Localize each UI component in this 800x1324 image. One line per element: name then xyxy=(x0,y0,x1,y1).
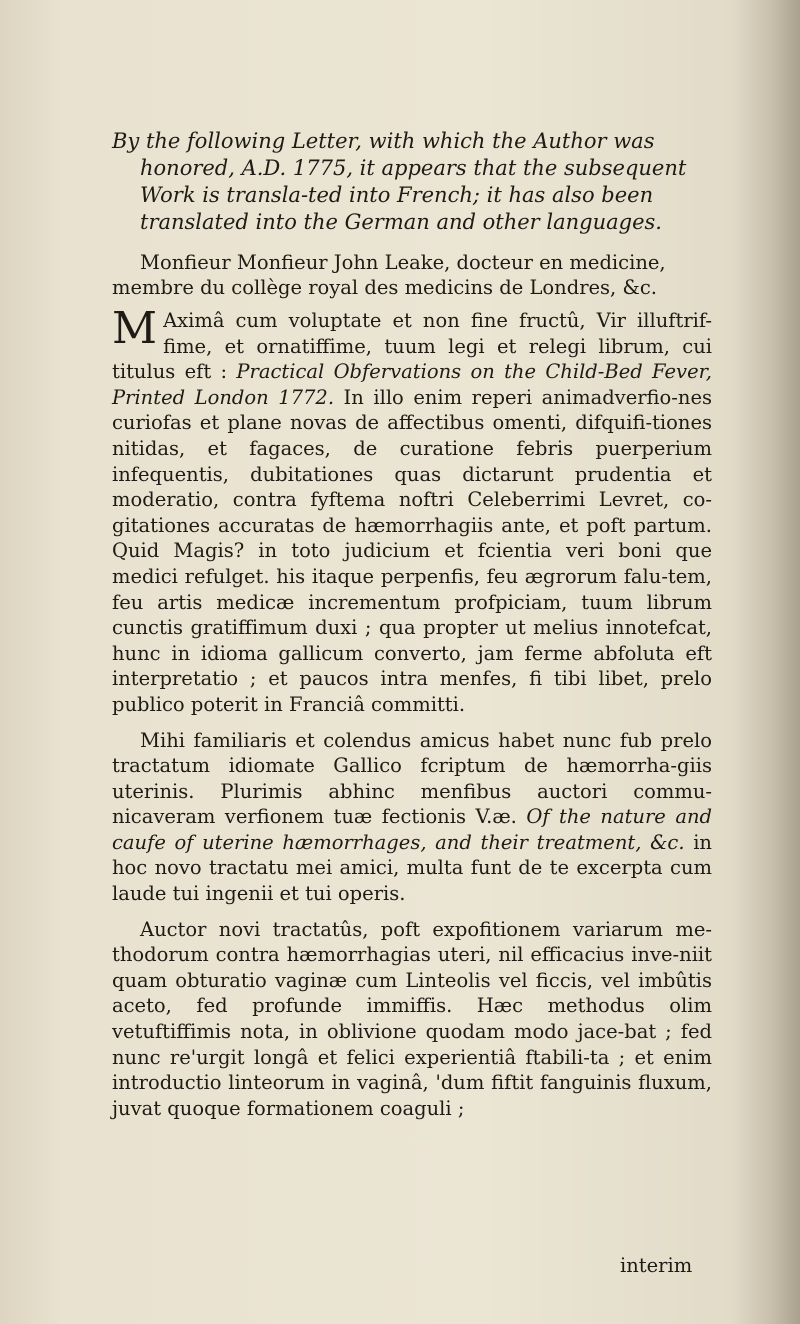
section-title: Of the nature and caufe of uterine hæmorrhages, and their treatment, &c. xyxy=(112,805,712,854)
letter-paragraph-3: Auctor novi tractatûs, poft expofitionem variarum me-thodorum contra hæmorrhagias uteri, nil efficacius inve-niit quam obturatio vaginæ cum Linteolis vel ficcis, vel imbûtis aceto, fed profunde immiffis. Hæc methodus olim vetuftiffimis nota, in oblivione quodam modo jace-bat ; fed nunc re'urgit longâ et felici experientiâ ftabili-ta ; et enim introductio linteorum in vaginâ, 'dum fiftit fanguinis fluxum, juvat quoque formationem coaguli ; xyxy=(112,917,712,1120)
paragraph-1-text-b: In illo enim reperi animadverfio-nes curiofas et plane novas de affectibus omenti, difquifi-tiones nitidas, et fagaces, de curatione febris puerperium infequentis, dubitationes quas dictarunt prudentia et moderatio, contra fyftema noftri Celeberrimi Levret, co-gitationes accuratas de hæmorrhagiis ante, et poft partum. Quid Magis? in toto judicium et fcientia veri boni que medici refulget. his itaque perpenfis, feu ægrorum falu-tem, feu artis medicæ incrementum profpiciam, tuum librum cunctis gratiffimum duxi ; qua propter ut melius innotefcat, hunc in idioma gallicum converto, jam ferme abfoluta eft interpretatio ; et paucos intra menfes, fi tibi libet, prelo publico poterit in Franciâ committi. xyxy=(112,385,712,716)
intro-note: By the following Letter, with which the Author was honored, A.D. 1775, it appears that the subsequent Work is transla-ted into French; it has also been translated into the German and other languages. xyxy=(112,129,687,234)
letter-paragraph-2 xyxy=(112,728,712,907)
catchword: interim xyxy=(620,1254,693,1277)
drop-cap: M xyxy=(112,303,158,354)
paragraph-2-text-b: in hoc novo tractatu mei amici, multa funt de te excerpta cum laude tui ingenii et tui operis. xyxy=(112,830,712,906)
paragraph-2-text-a: Mihi familiaris et colendus amicus habet nunc fub prelo tractatum idiomate Gallico fcriptum de hæmorrha-giis uterinis. Plurimis abhinc menfibus auctori commu-nicaveram verfionem tuæ fectionis V.æ. xyxy=(112,728,712,829)
page-text xyxy=(112,128,712,1131)
book-title: Practical Obfervations on the Child-Bed Fever, Printed London 1772. xyxy=(112,360,712,409)
letter-paragraph-1 xyxy=(112,303,712,718)
letter-address: Monfieur Monfieur John Leake, docteur en medicine, membre du collège royal des medicins de Londres, &c. xyxy=(112,251,666,299)
paragraph-1-text-a: Aximâ cum voluptate et non fine fructû, Vir illuftrif-fime, et ornatiffime, tuum legi et relegi librum, cui titulus eft : xyxy=(112,309,712,384)
page-edge-shadow xyxy=(730,0,800,1324)
